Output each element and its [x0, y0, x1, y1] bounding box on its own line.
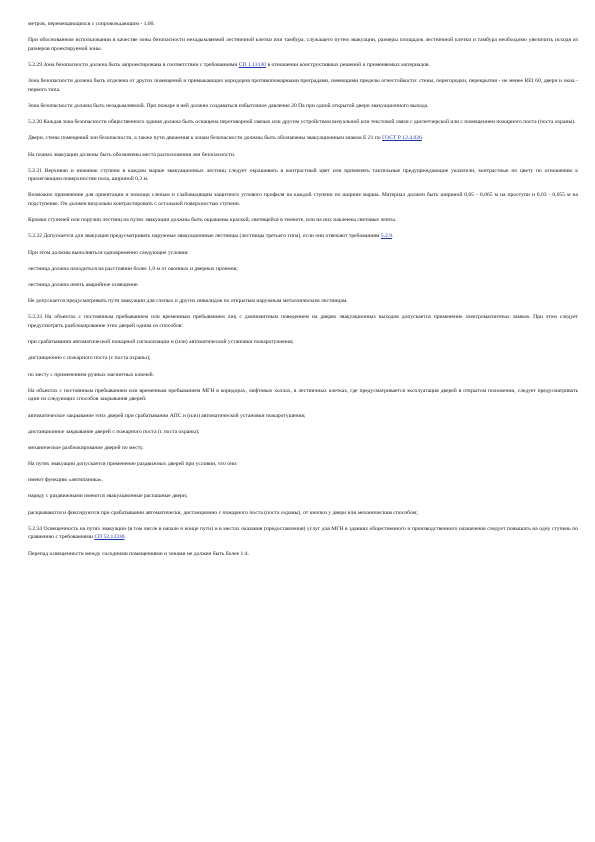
- text-run: Зона безопасности должна быть незадымляемой. При пожаре в ней должно создаваться избыточное давление 20 Па при одной открытой двери эвакуационного выхода.: [28, 102, 429, 109]
- paragraph-13: [28, 265, 578, 274]
- paragraph-0: [28, 20, 578, 29]
- paragraph-14: [28, 281, 578, 290]
- paragraph-12: [28, 249, 578, 258]
- paragraph-27: [28, 509, 578, 518]
- paragraph-26: [28, 492, 578, 501]
- paragraph-2: [28, 61, 578, 70]
- text-run: наряду с раздвижными имеются эвакуационные распашные двери;: [28, 493, 188, 500]
- paragraph-25: [28, 476, 578, 485]
- text-run: раскрываются и фиксируются при срабатывании автоматически, дистанционно с пожарного поста (поста охраны), от кнопки у двери или механическим способом;: [28, 509, 418, 516]
- text-run: При обоснованном использовании в качестве зоны безопасности незадымляемой лестничной клетки или тамбура, служащего путем эвакуации, размеры площадок лестничной клетки и тамбура необходимо увеличить исходя из размеров проектируемой зоны.: [28, 37, 578, 52]
- text-run: механическое разблокирование дверей по месту.: [28, 444, 144, 451]
- paragraph-11: [28, 232, 578, 241]
- text-run: .: [124, 534, 126, 541]
- paragraph-4: [28, 102, 578, 111]
- text-run: лестница должна находиться на расстоянии более 1,0 м от оконных и дверных проемов;: [28, 265, 238, 272]
- text-run: имеют функцию «антипаника»,: [28, 477, 104, 484]
- text-run: Возможно применение для ориентации и помощи слепым и слабовидящим защитного углового профиля на каждой ступени по ширине марша. Материал должен быть шириной 0,05 - 0,065 м на проступи и 0,03 - 0,055 м на подступенке. Он должен визуально контрастировать с остальной поверхностью ступени.: [28, 192, 578, 208]
- link-sp-52-13330[interactable]: СП 52.13330: [94, 534, 125, 541]
- paragraph-20: [28, 387, 578, 404]
- text-run: при срабатывании автоматической пожарной сигнализации и (или) автоматической установки пожаротушения;: [28, 339, 294, 346]
- text-run: Кромки ступеней или поручни лестниц на путях эвакуации должны быть окрашены краской, светящейся в темноте, или на них наклеены световые ленты.: [28, 217, 397, 224]
- text-run: На путях эвакуации допускается применение раздвижных дверей при условии, что они:: [28, 461, 238, 468]
- text-run: автоматическое закрывание этих дверей при срабатывании АПС и (или) автоматической установки пожаротушения;: [28, 412, 306, 419]
- paragraph-29: [28, 550, 578, 559]
- text-run: 5.2.33 На объектах с постоянным пребыванием или временным пребыванием лиц с доминантным поведением на дверях эвакуационных выходов допускается применение электромагнитных замков. При этом следует предусмотреть разблокирование этих дверей одним из способов:: [28, 314, 578, 329]
- paragraph-18: [28, 354, 578, 363]
- link-gost-r-12-4-026[interactable]: ГОСТ Р 12.4.026: [382, 135, 422, 142]
- link-5-2-9[interactable]: 5.2.9: [380, 233, 393, 240]
- text-run: 5.2.32 Допускается для эвакуации предусматривать наружные эвакуационные лестницы (лестницы третьего типа), если они отвечают требованиям: [28, 233, 381, 240]
- text-run: метров, перемещающихся с сопровождающим - 1,00.: [28, 21, 155, 27]
- text-run: Двери, стены помещений зон безопасности, а также пути движения к зонам безопасности должны быть обозначены эвакуационным знаком Е 21 по: [28, 135, 383, 142]
- document-page: [28, 20, 578, 566]
- paragraph-21: [28, 412, 578, 421]
- text-run: Зона безопасности должна быть отделена от других помещений и примыкающих коридоров противопожарными преградами, имеющими пределы огнестойкости: стены, перегородки, перекрытия - не менее REI 60, двери и окна - первого типа.: [28, 78, 578, 93]
- text-run: лестница должна иметь аварийное освещение.: [28, 282, 139, 288]
- paragraph-7: [28, 151, 578, 160]
- paragraph-10: [28, 216, 578, 225]
- text-run: При этом должны выполняться одновременно следующие условия:: [28, 249, 189, 256]
- paragraph-15: [28, 297, 578, 306]
- text-run: На планах эвакуации должны быть обозначены места расположения зон безопасности.: [28, 151, 236, 158]
- text-run: .: [392, 233, 394, 240]
- text-run: 5.2.34 Освещенность на путях эвакуации (в том числе в начале и конце пути) и в местах оказания (предоставления) услуг для МГН в зданиях общественного и производственного назначения следует повышать на одну ступень по сравнению с требованиями: [28, 525, 578, 541]
- text-run: Не допускается предусматривать пути эвакуации для слепых и других инвалидов по открытым наружным металлическим лестницам.: [28, 298, 348, 305]
- text-run: На объектах с постоянным пребыванием или временным пребыванием МГН в коридорах, лифтовых холлах, в лестничных клетках, где предусматривается эксплуатация дверей в открытом положении, следует предусматривать один из следующих способов закрывания дверей:: [28, 387, 578, 403]
- text-run: дистанционно с пожарного поста (с поста охраны);: [28, 355, 151, 362]
- paragraph-24: [28, 460, 578, 469]
- text-run: по месту с применением ручных магнитных ключей.: [28, 371, 155, 378]
- text-run: 5.2.30 Каждая зона безопасности общественного здания должна быть оснащена переговорной связью или другим устройством визуальной или текстовой связи с диспетчерской или с помещением пожарного поста (поста охраны).: [28, 119, 576, 126]
- text-run: 5.2.29 Зона безопасности должна быть запроектирована в соответствии с требованиями: [28, 61, 239, 68]
- text-run: Перепад освещенности между соседними помещениями и зонами не должен быть более 1:4.: [28, 550, 250, 557]
- paragraph-28: [28, 525, 578, 542]
- paragraph-17: [28, 338, 578, 347]
- text-run: 5.2.31 Верхнюю и нижнюю ступени в каждом марше эвакуационных лестниц следует окрашивать в контрастный цвет или применять тактильные предупреждающие указатели, контрастные по цвету по отношению к прилегающим поверхностям пола, шириной 0,3 м.: [28, 167, 578, 183]
- link-sp-1-13130[interactable]: СП 1.13130: [238, 61, 267, 68]
- paragraph-3: [28, 77, 578, 94]
- text-run: дистанционное закрывание дверей с пожарного поста (с поста охраны);: [28, 428, 200, 435]
- paragraph-5: [28, 118, 578, 127]
- paragraph-1: [28, 36, 578, 53]
- paragraph-9: [28, 191, 578, 208]
- paragraph-22: [28, 428, 578, 437]
- text-run: .: [421, 135, 424, 142]
- text-run: в отношении конструктивных решений и применяемых материалов.: [266, 61, 430, 68]
- paragraph-23: [28, 444, 578, 453]
- paragraph-16: [28, 313, 578, 330]
- paragraph-8: [28, 167, 578, 184]
- paragraph-19: [28, 371, 578, 380]
- paragraph-6: [28, 134, 578, 143]
